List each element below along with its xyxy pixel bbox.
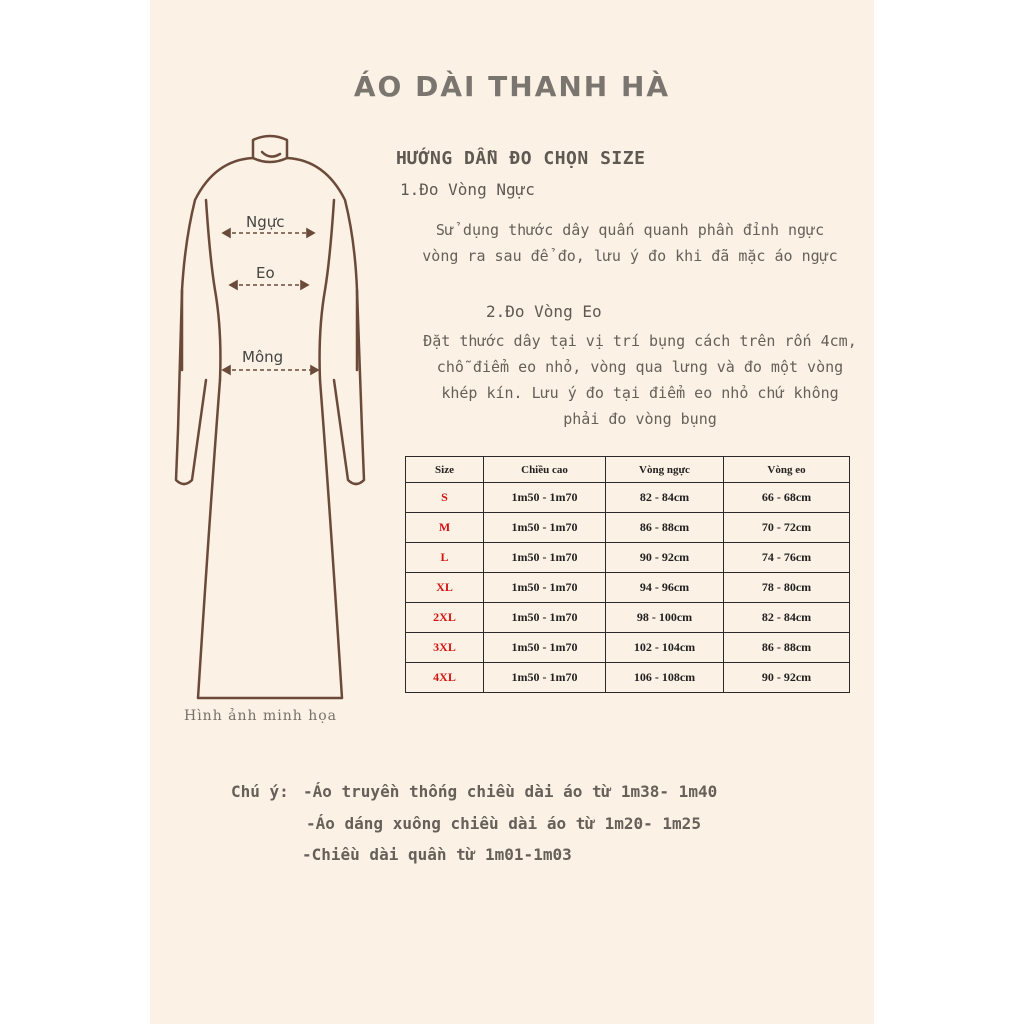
waist-label: Eo	[256, 264, 275, 282]
bust-heading: 1.Đo Vòng Ngực	[400, 180, 535, 199]
size-cell: XL	[406, 573, 484, 603]
bust-label: Ngực	[246, 213, 285, 231]
size-cell: 2XL	[406, 603, 484, 633]
note-item: -Áo dáng xuông chiều dài áo từ 1m20- 1m25	[306, 814, 701, 833]
header-size: Size	[406, 457, 484, 483]
size-cell: M	[406, 513, 484, 543]
waist-line: phải đo vòng bụng	[563, 410, 717, 428]
waist-instructions	[400, 328, 880, 432]
height-cell: 1m50 - 1m70	[484, 543, 606, 573]
waist-cell: 70 - 72cm	[724, 513, 850, 543]
bust-cell: 94 - 96cm	[606, 573, 724, 603]
height-cell: 1m50 - 1m70	[484, 603, 606, 633]
header-bust: Vòng ngực	[606, 457, 724, 483]
waist-line: Đặt thước dây tại vị trí bụng cách trên rốn 4cm,	[423, 332, 857, 350]
height-cell: 1m50 - 1m70	[484, 633, 606, 663]
waist-cell: 86 - 88cm	[724, 633, 850, 663]
table-row	[406, 513, 850, 543]
bust-cell: 86 - 88cm	[606, 513, 724, 543]
bust-cell: 106 - 108cm	[606, 663, 724, 693]
table-row	[406, 483, 850, 513]
bust-instructions	[390, 217, 870, 269]
size-cell: L	[406, 543, 484, 573]
size-cell: 3XL	[406, 633, 484, 663]
bust-cell: 90 - 92cm	[606, 543, 724, 573]
height-cell: 1m50 - 1m70	[484, 663, 606, 693]
table-row	[406, 573, 850, 603]
note-label: Chú ý:	[231, 782, 289, 801]
bust-line: Sử dụng thước dây quấn quanh phần đỉnh ngực	[435, 221, 825, 239]
height-cell: 1m50 - 1m70	[484, 513, 606, 543]
waist-cell: 82 - 84cm	[724, 603, 850, 633]
note-item: -Chiều dài quần từ 1m01-1m03	[302, 845, 572, 864]
hip-label: Mông	[242, 348, 284, 366]
waist-cell: 90 - 92cm	[724, 663, 850, 693]
table-row	[406, 663, 850, 693]
bust-cell: 102 - 104cm	[606, 633, 724, 663]
size-cell: 4XL	[406, 663, 484, 693]
size-table	[405, 456, 850, 693]
height-cell: 1m50 - 1m70	[484, 483, 606, 513]
waist-cell: 78 - 80cm	[724, 573, 850, 603]
header-height: Chiều cao	[484, 457, 606, 483]
table-header-row	[406, 457, 850, 483]
figure-caption: Hình ảnh minh họa	[184, 708, 338, 724]
bust-cell: 82 - 84cm	[606, 483, 724, 513]
size-cell: S	[406, 483, 484, 513]
waist-cell: 66 - 68cm	[724, 483, 850, 513]
header-waist: Vòng eo	[724, 457, 850, 483]
ao-dai-illustration	[170, 130, 370, 710]
guide-title: HƯỚNG DẪN ĐO CHỌN SIZE	[396, 148, 646, 169]
bust-cell: 98 - 100cm	[606, 603, 724, 633]
bust-line: vòng ra sau để đo, lưu ý đo khi đã mặc áo ngực	[422, 247, 838, 265]
height-cell: 1m50 - 1m70	[484, 573, 606, 603]
table-row	[406, 543, 850, 573]
waist-cell: 74 - 76cm	[724, 543, 850, 573]
waist-heading: 2.Đo Vòng Eo	[486, 302, 602, 321]
waist-line: chỗ điểm eo nhỏ, vòng qua lưng và đo một vòng	[436, 358, 844, 376]
brand-title: ÁO DÀI THANH HÀ	[353, 70, 671, 103]
note-item: -Áo truyền thống chiều dài áo từ 1m38- 1m40	[303, 782, 718, 801]
table-row	[406, 633, 850, 663]
table-row	[406, 603, 850, 633]
waist-line: khép kín. Lưu ý đo tại điểm eo nhỏ chứ không	[441, 384, 839, 402]
